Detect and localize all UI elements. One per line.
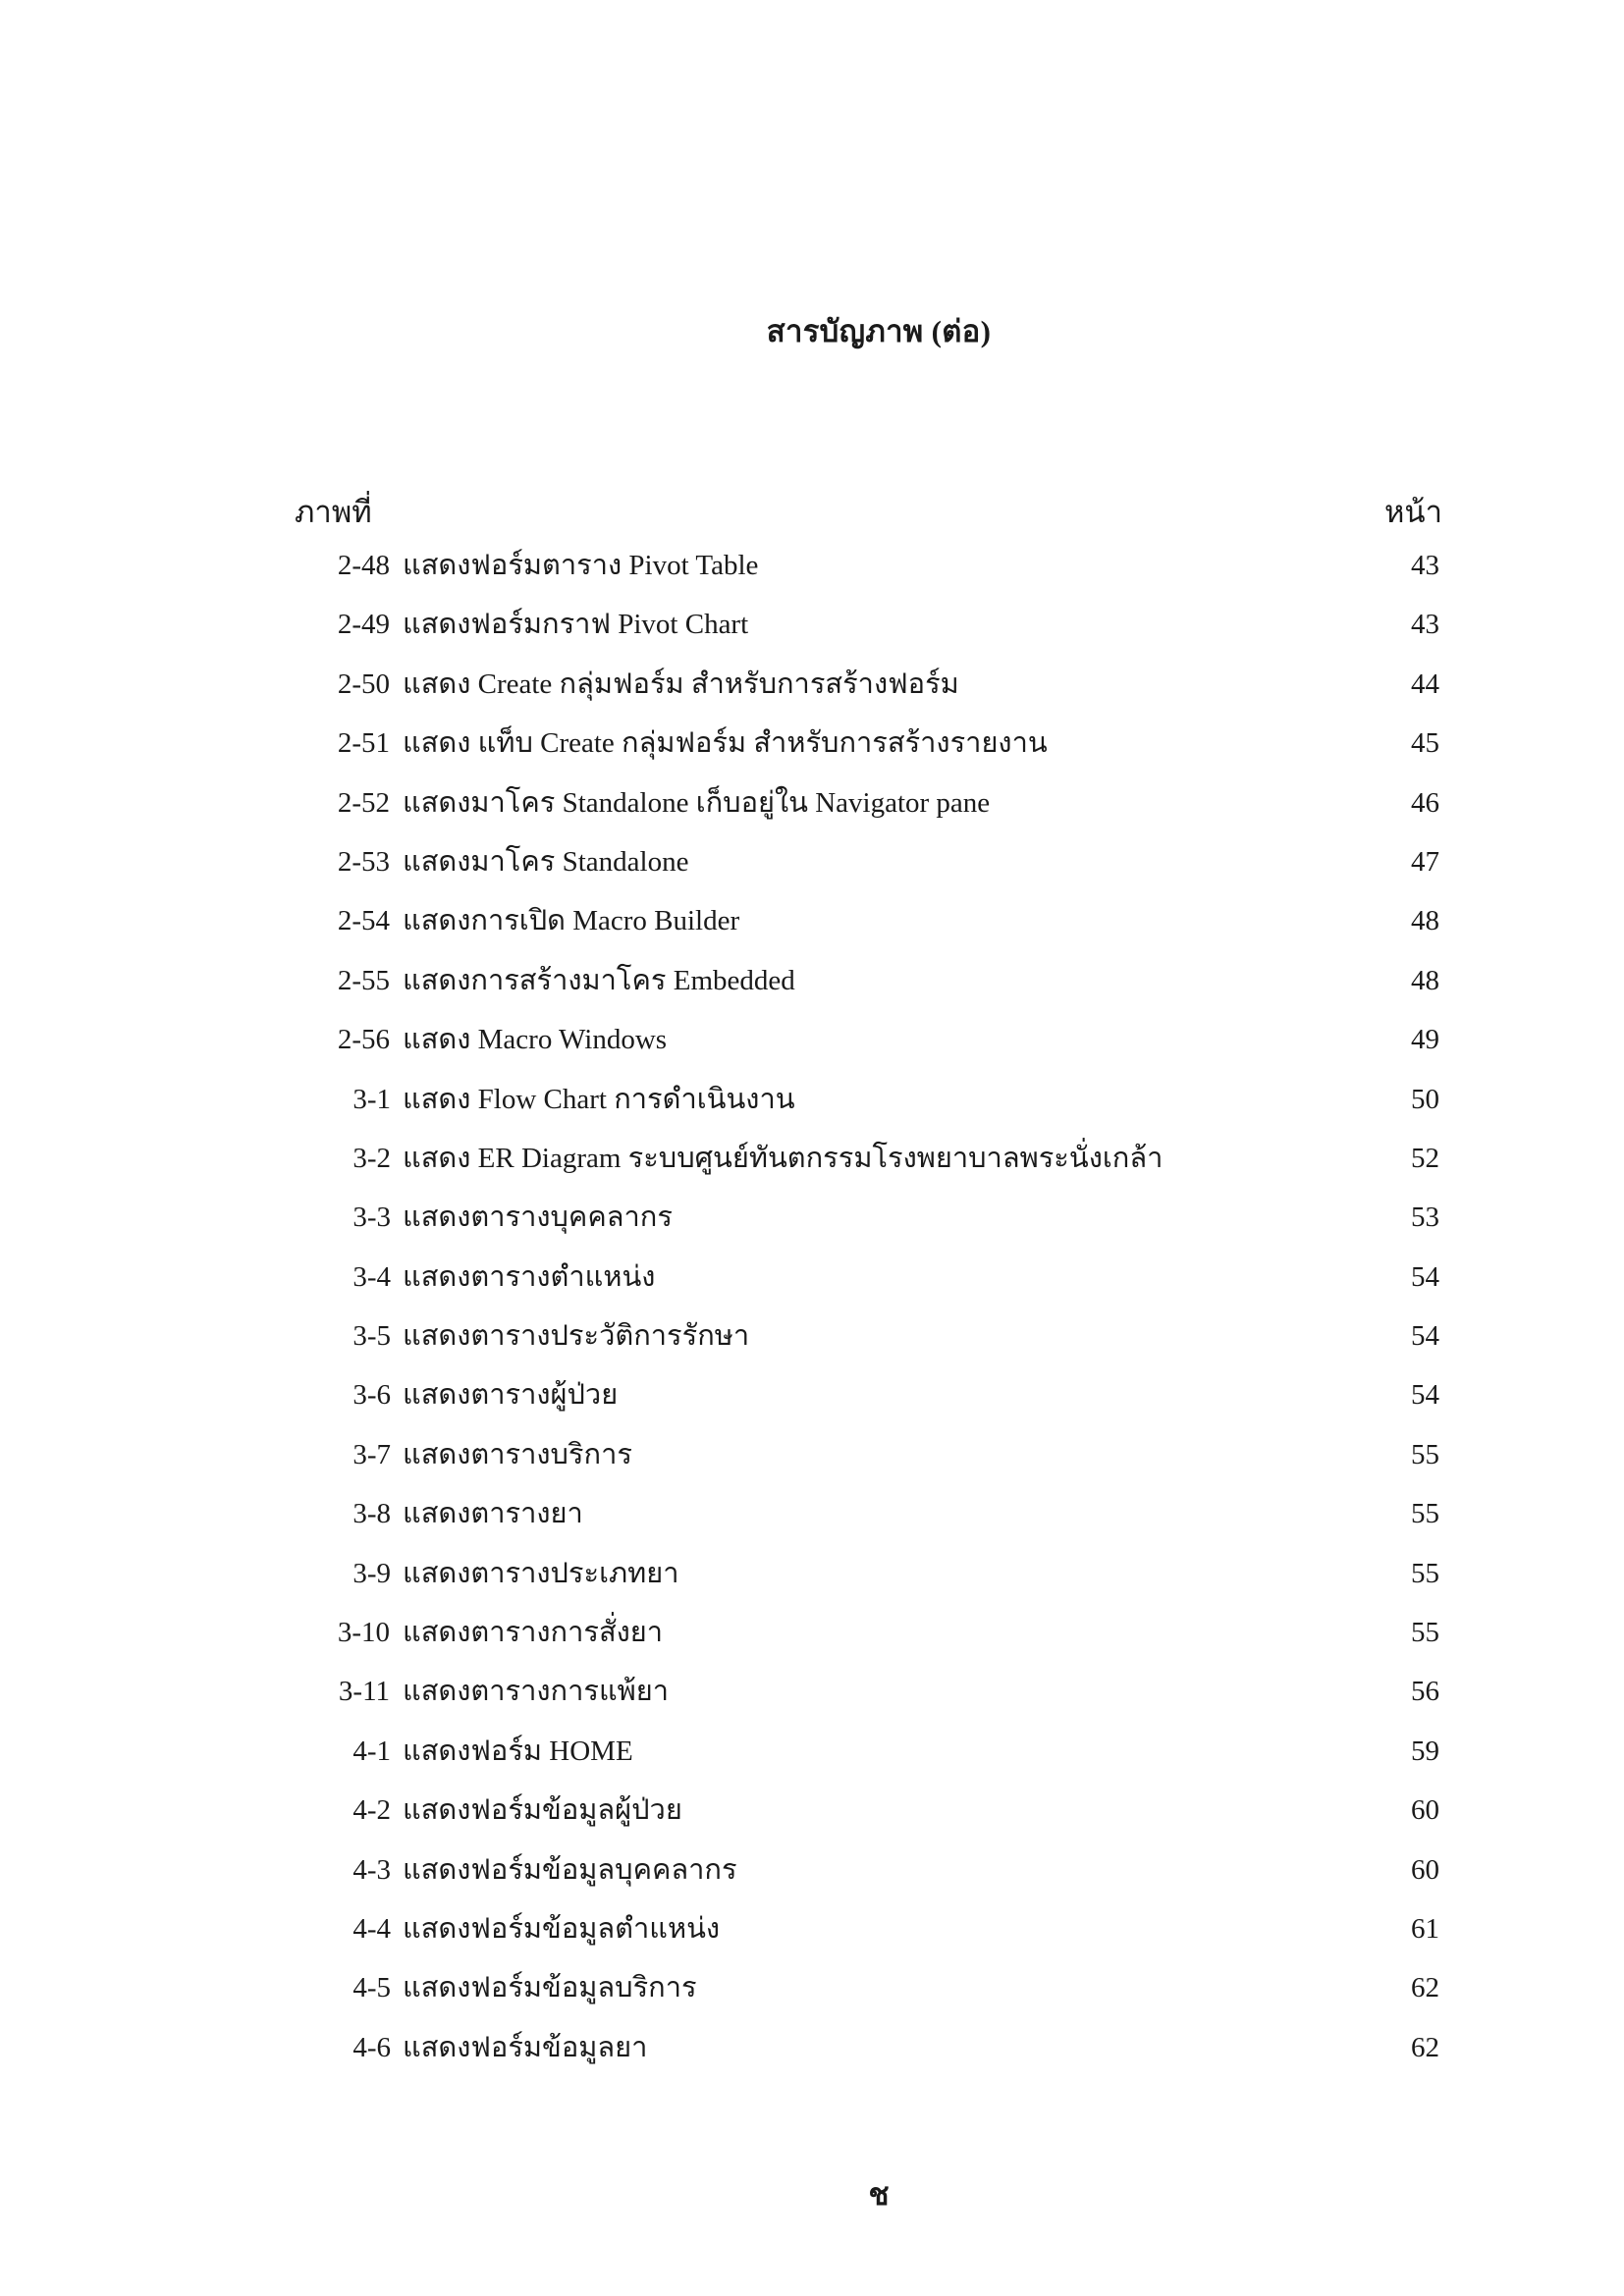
page-ref: 54 [1411,1379,1439,1412]
figure-caption: แสดงฟอร์ม HOME [403,1735,633,1767]
figure-number: 2-53 [337,845,390,878]
page-ref: 47 [1411,845,1439,878]
toc-entry[interactable] [0,842,1624,901]
figure-caption: แสดงตารางตำแหน่ง [403,1260,656,1293]
figure-caption: แสดงฟอร์มข้อมูลผู้ป่วย [403,1794,682,1827]
toc-entry[interactable] [0,1909,1624,1968]
toc-entry[interactable] [0,1375,1624,1434]
figure-caption: แสดงตารางผู้ป่วย [403,1379,619,1412]
figure-caption: แสดง แท็บ Create กลุ่มฟอร์ม สำหรับการสร้างรายงาน [403,727,1048,760]
figure-column-header: ภาพที่ [295,495,372,529]
page-ref: 49 [1411,1024,1439,1056]
page-column-header: หน้า [1383,495,1442,529]
page-ref: 55 [1411,1617,1439,1649]
figure-caption: แสดง ER Diagram ระบบศูนย์ทันตกรรมโรงพยาบาลพระนั่งเกล้า [403,1142,1164,1174]
figure-number: 4-5 [352,1972,391,2004]
page-ref: 62 [1411,2031,1439,2063]
figure-list [0,546,1624,2087]
toc-entry[interactable] [0,1554,1624,1613]
figure-number: 2-48 [337,550,390,581]
page-ref: 62 [1411,1972,1439,2004]
figure-number: 2-50 [337,667,390,700]
figure-number: 4-3 [352,1853,391,1886]
figure-number: 2-52 [337,786,390,819]
toc-entry[interactable] [0,546,1624,605]
toc-entry[interactable] [0,1850,1624,1909]
page-number: ช [868,2177,890,2212]
toc-entry[interactable] [0,901,1624,960]
figure-caption: แสดงการสร้างมาโคร Embedded [403,964,795,996]
toc-entry[interactable] [0,961,1624,1020]
figure-number: 3-3 [352,1201,391,1234]
figure-number: 3-9 [352,1557,391,1589]
figure-caption: แสดงตารางประเภทยา [403,1557,679,1589]
figure-number: 3-1 [352,1083,391,1115]
figure-caption: แสดงฟอร์มตาราง Pivot Table [403,550,759,581]
figure-number: 2-49 [337,609,390,641]
figure-caption: แสดงตารางการแพ้ยา [403,1676,670,1708]
page-ref: 43 [1411,550,1439,581]
figure-number: 2-54 [337,905,390,937]
figure-caption: แสดงฟอร์มข้อมูลยา [403,2031,648,2063]
page-ref: 55 [1411,1557,1439,1589]
figure-caption: แสดงมาโคร Standalone เก็บอยู่ใน Navigator pane [403,786,991,819]
figure-number: 3-8 [352,1498,391,1530]
page-ref: 46 [1411,786,1439,819]
page-ref: 50 [1411,1083,1439,1115]
toc-entry[interactable] [0,1198,1624,1256]
figure-number: 3-11 [338,1676,390,1708]
page-ref: 52 [1411,1142,1439,1174]
toc-entry[interactable] [0,1494,1624,1553]
page-title: สารบัญภาพ (ต่อ) [766,314,992,348]
page-ref: 60 [1411,1794,1439,1827]
figure-caption: แสดงการเปิด Macro Builder [403,905,740,937]
page-ref: 55 [1411,1498,1439,1530]
figure-caption: แสดงตารางบริการ [403,1438,632,1470]
page-ref: 44 [1411,667,1439,700]
page-ref: 48 [1411,964,1439,996]
toc-entry[interactable] [0,1257,1624,1316]
figure-number: 4-2 [352,1794,391,1827]
toc-entry[interactable] [0,1435,1624,1494]
toc-entry[interactable] [0,665,1624,723]
toc-entry[interactable] [0,1613,1624,1672]
figure-number: 3-10 [337,1617,390,1649]
figure-caption: แสดงตารางบุคคลากร [403,1201,673,1234]
page-ref: 53 [1411,1201,1439,1234]
figure-number: 3-5 [352,1320,391,1353]
figure-caption: แสดงตารางยา [403,1498,583,1530]
figure-caption: แสดง Create กลุ่มฟอร์ม สำหรับการสร้างฟอร์ม [403,667,959,700]
toc-entry[interactable] [0,1790,1624,1849]
toc-entry[interactable] [0,2028,1624,2087]
page-ref: 45 [1411,727,1439,760]
toc-entry[interactable] [0,723,1624,782]
figure-caption: แสดงตารางประวัติการรักษา [403,1320,750,1353]
toc-entry[interactable] [0,605,1624,664]
figure-caption: แสดงฟอร์มข้อมูลตำแหน่ง [403,1912,721,1945]
page-ref: 60 [1411,1853,1439,1886]
figure-caption: แสดงฟอร์มข้อมูลบริการ [403,1972,697,2004]
page-ref: 61 [1411,1912,1439,1945]
toc-entry[interactable] [0,783,1624,842]
page-ref: 48 [1411,905,1439,937]
page-ref: 54 [1411,1260,1439,1293]
toc-entry[interactable] [0,1316,1624,1375]
figure-number: 2-55 [337,964,390,996]
figure-caption: แสดง Macro Windows [403,1024,668,1056]
figure-caption: แสดงตารางการสั่งยา [403,1617,664,1649]
figure-number: 2-51 [337,727,390,760]
page-ref: 55 [1411,1438,1439,1470]
figure-caption: แสดงฟอร์มข้อมูลบุคคลากร [403,1853,737,1886]
figure-number: 3-6 [352,1379,391,1412]
figure-number: 4-1 [352,1735,391,1767]
toc-entry[interactable] [0,1672,1624,1731]
toc-entry[interactable] [0,1080,1624,1139]
toc-entry[interactable] [0,1020,1624,1079]
figure-caption: แสดง Flow Chart การดำเนินงาน [403,1083,795,1115]
figure-number: 4-6 [352,2031,391,2063]
toc-entry[interactable] [0,1968,1624,2027]
figure-number: 3-4 [352,1260,391,1293]
toc-entry[interactable] [0,1732,1624,1790]
toc-entry[interactable] [0,1139,1624,1198]
figure-caption: แสดงฟอร์มกราฟ Pivot Chart [403,609,749,641]
figure-number: 4-4 [352,1912,391,1945]
figure-number: 2-56 [337,1024,390,1056]
page-ref: 56 [1411,1676,1439,1708]
page-ref: 43 [1411,609,1439,641]
figure-number: 3-7 [352,1438,391,1470]
page-ref: 59 [1411,1735,1439,1767]
figure-caption: แสดงมาโคร Standalone [403,845,689,878]
page-ref: 54 [1411,1320,1439,1353]
figure-number: 3-2 [352,1142,391,1174]
